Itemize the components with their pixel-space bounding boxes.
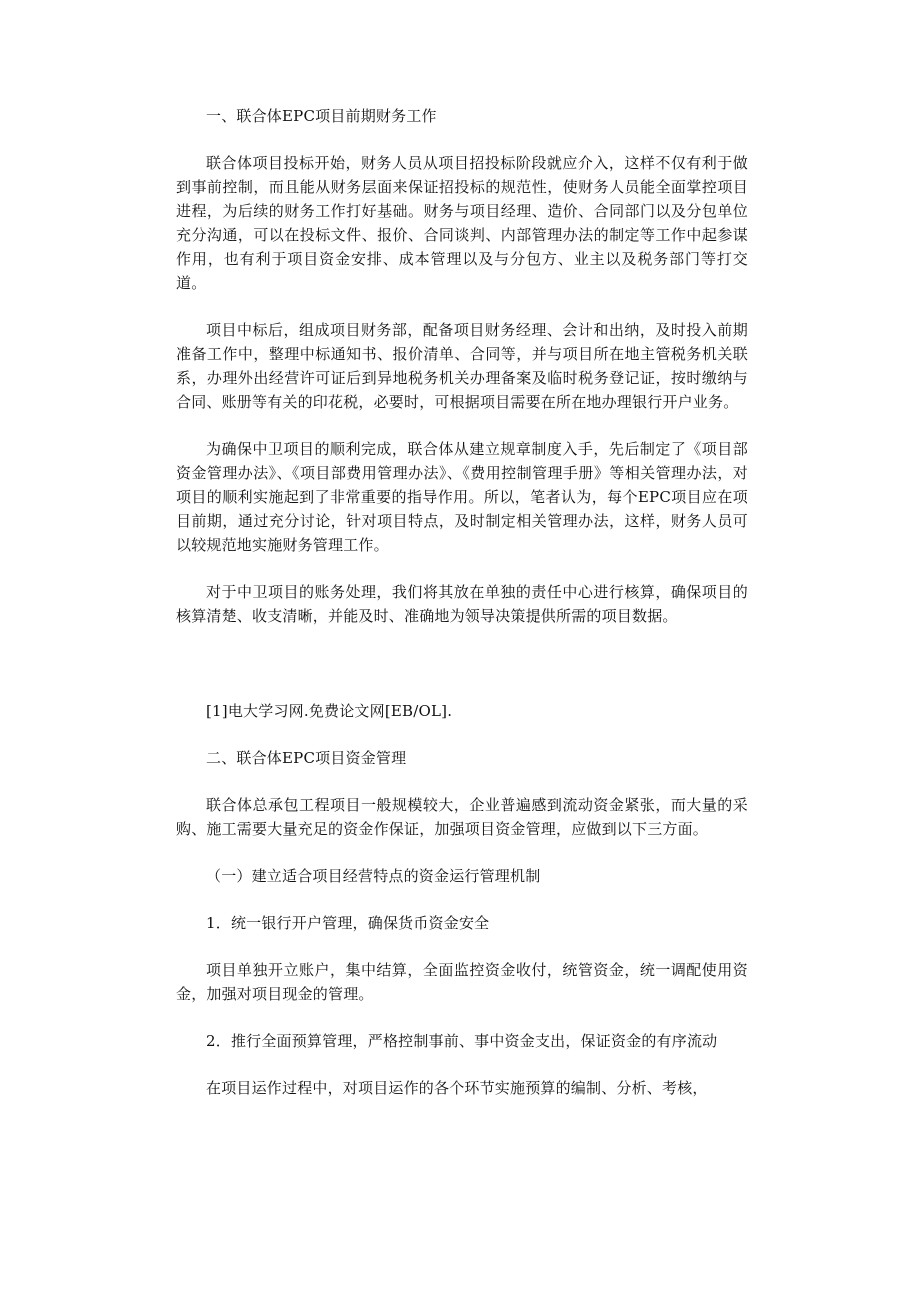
section-heading-1: 一、联合体EPC项目前期财务工作 — [206, 107, 437, 125]
body-paragraph: 联合体项目投标开始，财务人员从项目招投标阶段就应介入，这样不仅有利于做到事前控制，而且能从财务层面来保证招投标的规范性，使财务人员能全面掌控项目进程，为后续的财务工作打好基础。财务与项目经理、造价、合同部门以及分包单位充分沟通，可以在投标文件、报价、合同谈判、内部管理办法的制定等工作中起参谋作用，也有利于项目资金安排、成本管理以及与分包方、业主以及税务部门等打交道。 — [176, 154, 748, 292]
section-heading-2: 二、联合体EPC项目资金管理 — [206, 749, 407, 767]
document-page — [176, 104, 748, 1123]
numbered-heading-1: 1．统一银行开户管理，确保货币资金安全 — [206, 914, 490, 932]
body-paragraph: 在项目运作过程中，对项目运作的各个环节实施预算的编制、分析、考核， — [206, 1079, 708, 1097]
subsection-heading: （一）建立适合项目经营特点的资金运行管理机制 — [206, 867, 541, 885]
body-paragraph: 对于中卫项目的账务处理，我们将其放在单独的责任中心进行核算，确保项目的核算清楚、收支清晰，并能及时、准确地为领导决策提供所需的项目数据。 — [176, 583, 748, 625]
spacer — [176, 651, 748, 699]
reference-line: [1]电大学习网.免费论文网[EB/OL]. — [206, 702, 453, 720]
body-paragraph: 项目中标后，组成项目财务部，配备项目财务经理、会计和出纳，及时投入前期准备工作中，整理中标通知书、报价清单、合同等，并与项目所在地主管税务机关联系，办理外出经营许可证后到异地税务机关办理备案及临时税务登记证，按时缴纳与合同、账册等有关的印花税，必要时，可根据项目需要在所在地办理银行开户业务。 — [176, 321, 748, 411]
numbered-heading-2: 2．推行全面预算管理，严格控制事前、事中资金支出，保证资金的有序流动 — [206, 1032, 718, 1050]
body-paragraph: 项目单独开立账户，集中结算，全面监控资金收付，统管资金，统一调配使用资金，加强对项目现金的管理。 — [176, 961, 748, 1003]
body-paragraph: 为确保中卫项目的顺利完成，联合体从建立规章制度入手，先后制定了《项目部资金管理办法》、《项目部费用管理办法》、《费用控制管理手册》等相关管理办法，对项目的顺利实施起到了非常重要的指导作用。所以，笔者认为，每个EPC项目应在项目前期，通过充分讨论，针对项目特点，及时制定相关管理办法，这样，财务人员可以较规范地实施财务管理工作。 — [176, 440, 748, 554]
body-paragraph: 联合体总承包工程项目一般规模较大，企业普遍感到流动资金紧张，而大量的采购、施工需要大量充足的资金作保证，加强项目资金管理，应做到以下三方面。 — [176, 796, 748, 838]
